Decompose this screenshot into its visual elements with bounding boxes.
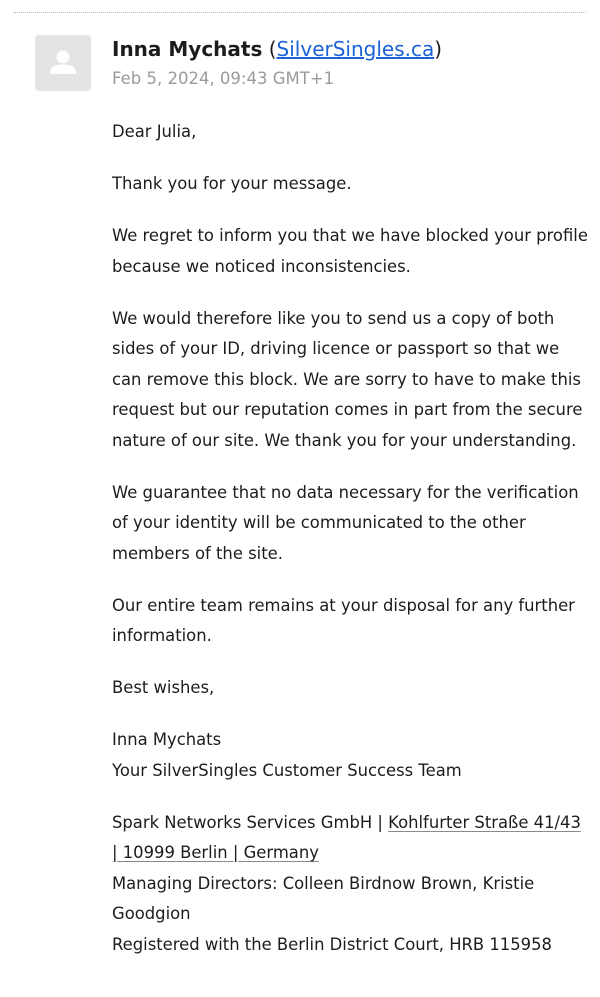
registration: Registered with the Berlin District Court, HRB 115958 — [112, 934, 552, 954]
greeting: Dear Julia, — [112, 122, 197, 141]
signature — [112, 725, 588, 786]
sender-line — [112, 36, 442, 62]
sender-avatar[interactable] — [35, 35, 91, 91]
address-link[interactable]: Kohlfurter Straße 41/43 | 10999 Berlin | Germany — [112, 812, 581, 862]
sender-domain-link[interactable]: SilverSingles.ca — [276, 37, 435, 61]
top-divider — [14, 12, 586, 13]
managing-directors: Managing Directors: Colleen Birdnow Brown, Kristie Goodgion — [112, 873, 535, 923]
company-footer — [112, 808, 588, 961]
email-timestamp: Feb 5, 2024, 09:43 GMT+1 — [112, 69, 335, 88]
open-paren: ( — [268, 37, 277, 61]
email-body — [112, 117, 588, 982]
sender-name: Inna Mychats — [112, 37, 263, 61]
paragraph-thanks: Thank you for your message. — [112, 174, 352, 193]
paragraph-id-request: We would therefore like you to send us a copy of both sides of your ID, driving licence or passport so that we can remove this block. We are sorry to have to make this request but our reputation comes in part from the secure nature of our site. We thank you for your understanding. — [112, 308, 583, 450]
paragraph-guarantee: We guarantee that no data necessary for the verification of your identity will be communicated to the other members of the site. — [112, 482, 579, 563]
person-icon — [35, 35, 91, 91]
signature-name: Inna Mychats — [112, 730, 222, 749]
paragraph-blocked: We regret to inform you that we have blocked your profile because we noticed inconsistencies. — [112, 226, 588, 276]
closing: Best wishes, — [112, 678, 215, 697]
close-paren: ) — [434, 37, 443, 61]
paragraph-disposal: Our entire team remains at your disposal for any further information. — [112, 595, 575, 645]
company-name: Spark Networks Services GmbH | — [112, 812, 389, 832]
signature-team: Your SilverSingles Customer Success Team — [112, 760, 462, 780]
